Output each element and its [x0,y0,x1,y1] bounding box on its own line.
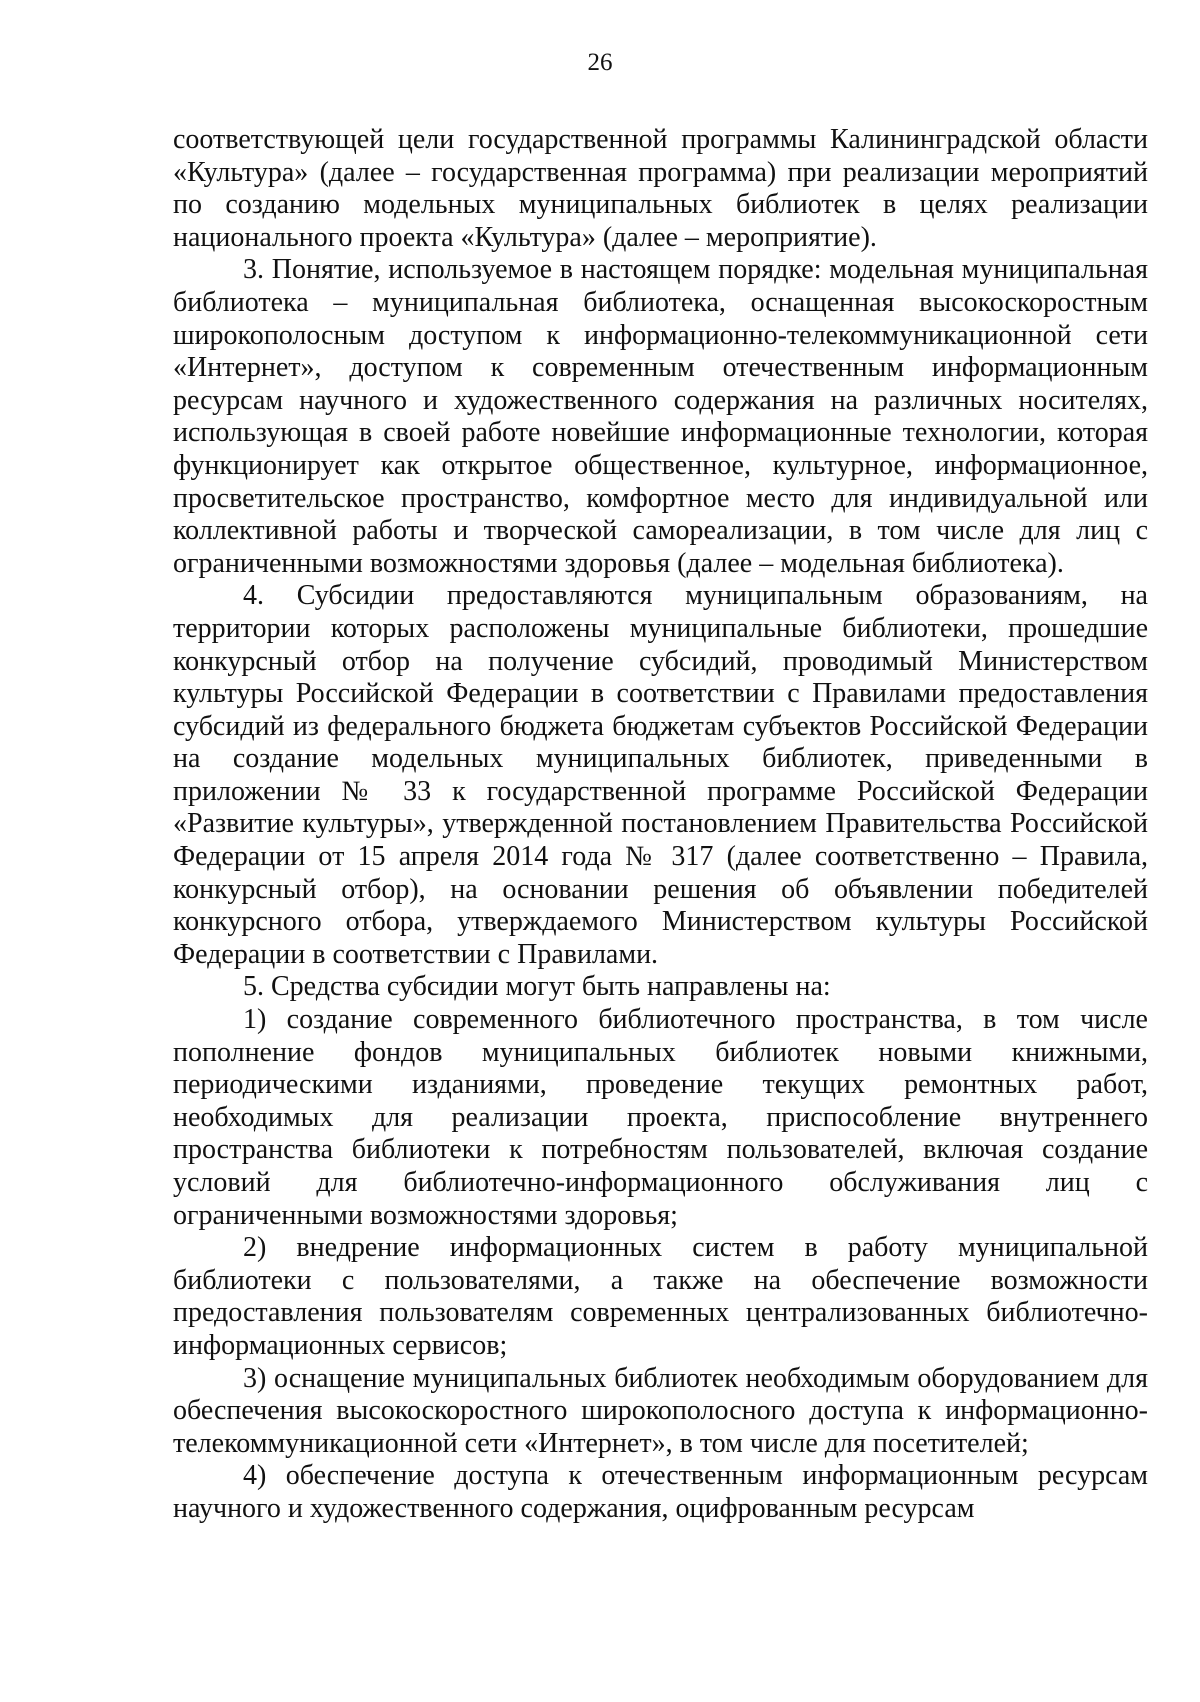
paragraph-item-4-subsidies: 4. Субсидии предоставляются муниципальным образованиям, на территории которых расположены муниципальные библиотеки, прошедшие конкурсный отбор на получение субсидий, проводимый Министерством культуры Российской Федерации в соответствии с Правилами предоставления субсидий из федерального бюджета бюджетам субъектов Российской Федерации на создание модельных муниципальных библиотек, приведенными в приложении № 33 к государственной программе Российской Федерации «Развитие культуры», утвержденной постановлением Правительства Российской Федерации от 15 апреля 2014 года № 317 (далее соответственно – Правила, конкурсный отбор), на основании решения об объявлении победителей конкурсного отбора, утверждаемого Министерством культуры Российской Федерации в соответствии с Правилами. [173,580,1148,970]
paragraph-subitem-3: 3) оснащение муниципальных библиотек необходимым оборудованием для обеспечения высокоскоростного широкополосного доступа к информационно-телекоммуникационной сети «Интернет», в том числе для посетителей; [173,1362,1148,1459]
page-number: 26 [587,49,613,76]
paragraph-subitem-4: 4) обеспечение доступа к отечественным информационным ресурсам научного и художественного содержания, оцифрованным ресурсам [173,1460,1148,1524]
paragraph-subitem-2: 2) внедрение информационных систем в работу муниципальной библиотеки с пользователями, а также на обеспечение возможности предоставления пользователям современных централизованных библиотечно-информационных сервисов; [173,1232,1148,1361]
paragraph-item-3-definition: 3. Понятие, используемое в настоящем порядке: модельная муниципальная библиотека – муниципальная библиотека, оснащенная высокоскоростным широкополосным доступом к информационно-телекоммуникационной сети «Интернет», доступом к современным отечественным информационным ресурсам научного и художественного содержания на различных носителях, использующая в своей работе новейшие информационные технологии, которая функционирует как открытое общественное, культурное, информационное, просветительское пространство, комфортное место для индивидуальной или коллективной работы и творческой самореализации, в том числе для лиц с ограниченными возможностями здоровья (далее – модельная библиотека). [173,254,1148,579]
paragraph-item-5-directions: 5. Средства субсидии могут быть направлены на: [243,971,831,1003]
paragraph-subitem-1: 1) создание современного библиотечного пространства, в том числе пополнение фондов муниципальных библиотек новыми книжными, периодическими изданиями, проведение текущих ремонтных работ, необходимых для реализации проекта, приспособление внутреннего пространства библиотеки к потребностям пользователей, включая создание условий для библиотечно-информационного обслуживания лиц с ограниченными возможностями здоровья; [173,1004,1148,1231]
paragraph-goal-continuation: соответствующей цели государственной программы Калининградской области «Культура» (далее – государственная программа) при реализации мероприятий по созданию модельных муниципальных библиотек в целях реализации национального проекта «Культура» (далее – мероприятие). [173,124,1148,253]
document-body [173,124,1148,1526]
